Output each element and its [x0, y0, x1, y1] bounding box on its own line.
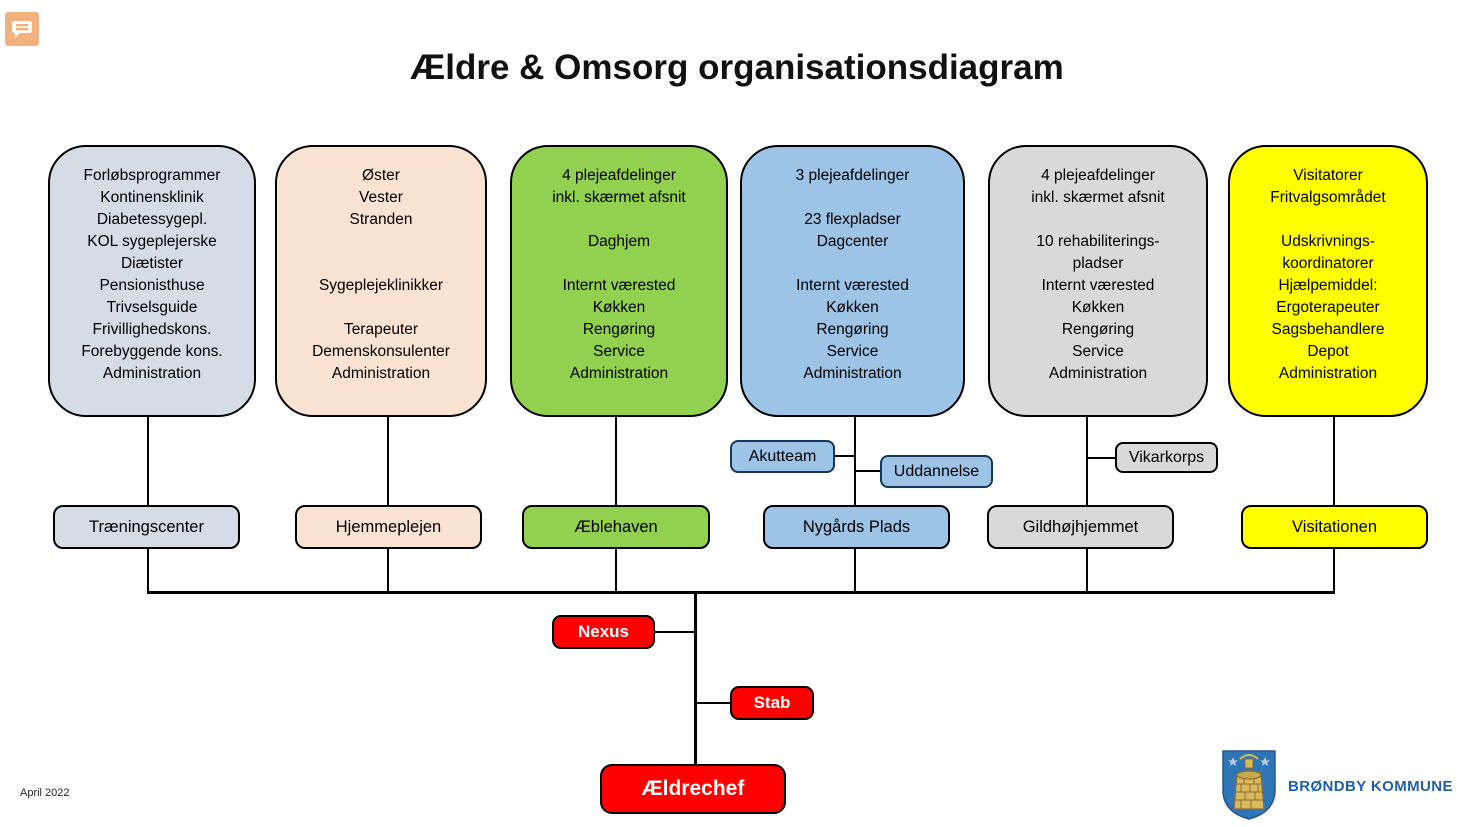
dept-line: Fritvalgsområdet: [1270, 189, 1386, 206]
dept-line: Hjælpemiddel:: [1278, 277, 1378, 294]
connector-line: [147, 417, 149, 505]
connector-line: [387, 549, 389, 593]
dept-line: Trivselsguide: [106, 299, 198, 316]
unit-box-traeningscenter: Træningscenter: [53, 505, 240, 549]
connector-line: [1088, 457, 1115, 459]
dept-line: Internt værested: [796, 277, 909, 294]
connector-line: [1086, 549, 1088, 593]
dept-line: Øster: [362, 167, 400, 184]
unit-box-hjemmeplejen: Hjemmeplejen: [295, 505, 482, 549]
connector-line: [856, 470, 880, 472]
dept-line: [277, 297, 485, 319]
dept-line: Administration: [1278, 365, 1378, 382]
dept-line: Daghjem: [587, 233, 651, 250]
connector-line: [387, 417, 389, 505]
dept-line: Administration: [331, 365, 431, 382]
dept-line: koordinatorer: [1282, 255, 1374, 272]
dept-line: Forebyggende kons.: [81, 343, 223, 360]
dept-box-traeningscenter: [48, 145, 256, 417]
date-label: April 2022: [20, 787, 70, 799]
dept-line: [1230, 209, 1426, 231]
dept-line: Terapeuter: [343, 321, 419, 338]
comment-marker-button[interactable]: [5, 12, 39, 46]
dept-line: [512, 209, 726, 231]
dept-line: inkl. skærmet afsnit: [552, 189, 686, 206]
page-title: Ældre & Omsorg organisationsdiagram: [410, 48, 1064, 87]
dept-box-aeblehaven: [510, 145, 728, 417]
dept-line: Service: [1072, 343, 1124, 360]
dept-line: Kontinensklinik: [100, 189, 204, 206]
dept-line: [277, 231, 485, 253]
dept-line: Diabetessygepl.: [96, 211, 208, 228]
dept-box-hjemmeplejen: [275, 145, 487, 417]
box-aeldrechef: Ældrechef: [600, 764, 786, 814]
box-akutteam: Akutteam: [730, 440, 835, 473]
dept-line: Internt værested: [1041, 277, 1155, 294]
dept-line: 23 flexpladser: [804, 211, 901, 228]
box-vikarkorps: Vikarkorps: [1115, 442, 1218, 473]
dept-line: [277, 253, 485, 275]
connector-line: [1333, 417, 1335, 505]
municipality-name: BRØNDBY KOMMUNE: [1288, 777, 1453, 795]
dept-line: pladser: [1072, 255, 1124, 272]
connector-line: [147, 549, 149, 593]
dept-line: Rengøring: [582, 321, 656, 338]
connector-line: [854, 549, 856, 593]
dept-line: Diætister: [120, 255, 183, 272]
dept-line: Internt værested: [562, 277, 676, 294]
dept-line: Køkken: [826, 299, 879, 316]
dept-line: Køkken: [592, 299, 646, 316]
connector-line: [1086, 417, 1088, 505]
dept-box-visitationen: [1228, 145, 1428, 417]
dept-box-nygaards-plads: [740, 145, 965, 417]
connector-trunk: [694, 591, 697, 764]
dept-line: Administration: [803, 365, 902, 382]
dept-line: Service: [826, 343, 879, 360]
brondby-coat-of-arms-icon: [1220, 749, 1278, 821]
connector-line: [1333, 549, 1335, 593]
unit-box-nygaards-plads: Nygårds Plads: [763, 505, 950, 549]
dept-line: Køkken: [1071, 299, 1125, 316]
box-uddannelse: Uddannelse: [880, 455, 993, 488]
dept-line: KOL sygeplejerske: [87, 233, 217, 250]
connector-line: [655, 631, 694, 633]
dept-line: Rengøring: [1061, 321, 1135, 338]
dept-line: Visitatorer: [1293, 167, 1363, 184]
box-nexus: Nexus: [552, 615, 655, 649]
dept-line: [742, 187, 963, 209]
connector-line: [854, 417, 856, 505]
dept-line: Pensionisthuse: [99, 277, 205, 294]
unit-box-gildhoejhjemmet: Gildhøjhjemmet: [987, 505, 1174, 549]
dept-line: Forløbsprogrammer: [83, 167, 221, 184]
dept-line: Administration: [1048, 365, 1148, 382]
dept-line: inkl. skærmet afsnit: [1031, 189, 1165, 206]
connector-line: [615, 549, 617, 593]
dept-line: Administration: [102, 365, 202, 382]
dept-line: 3 plejeafdelinger: [795, 167, 910, 184]
comment-bubble-icon: [5, 12, 39, 46]
dept-line: Frivillighedskons.: [92, 321, 212, 338]
dept-line: Ergoterapeuter: [1276, 299, 1380, 316]
municipality-logo: [1220, 749, 1453, 821]
dept-line: Sygeplejeklinikker: [318, 277, 444, 294]
box-stab: Stab: [730, 686, 814, 720]
dept-line: Vester: [359, 189, 403, 206]
connector-line: [615, 417, 617, 505]
connector-line: [835, 455, 854, 457]
dept-line: Administration: [569, 365, 669, 382]
dept-line: Sagsbehandlere: [1271, 321, 1385, 338]
dept-line: Udskrivnings-: [1281, 233, 1375, 250]
dept-line: Dagcenter: [816, 233, 889, 250]
dept-line: Stranden: [349, 211, 413, 228]
dept-line: 4 plejeafdelinger: [1041, 167, 1155, 184]
dept-line: [742, 253, 963, 275]
dept-box-gildhoejhjemmet: [988, 145, 1208, 417]
dept-line: 10 rehabiliterings-: [1036, 233, 1160, 250]
unit-box-aeblehaven: Æblehaven: [522, 505, 710, 549]
dept-line: Service: [593, 343, 645, 360]
dept-line: [990, 209, 1206, 231]
dept-line: [512, 253, 726, 275]
dept-line: Depot: [1307, 343, 1349, 360]
dept-line: 4 plejeafdelinger: [562, 167, 676, 184]
unit-box-visitationen: Visitationen: [1241, 505, 1428, 549]
dept-line: Demenskonsulenter: [312, 343, 450, 360]
dept-line: Rengøring: [816, 321, 889, 338]
connector-bus: [147, 591, 1335, 594]
connector-line: [697, 702, 730, 704]
